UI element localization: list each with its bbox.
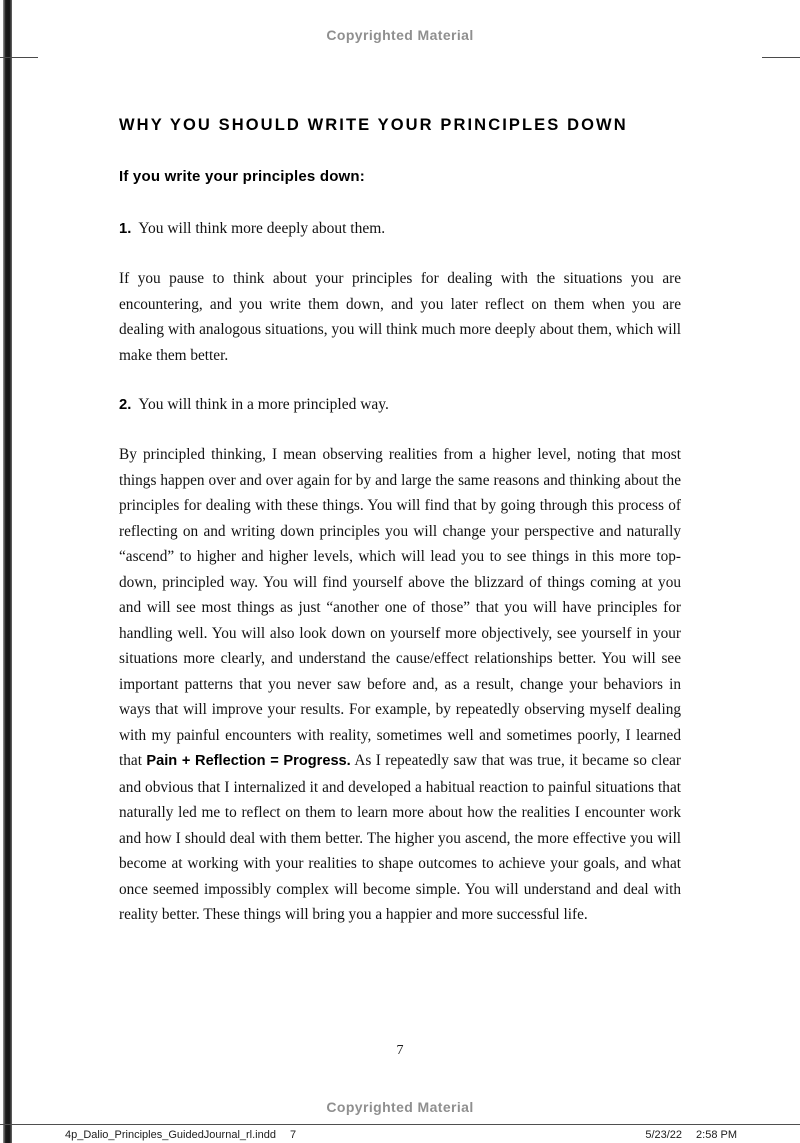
paragraph-2 bbox=[119, 442, 681, 928]
item-2-text: You will think in a more principled way. bbox=[138, 396, 389, 413]
slug-page-number: 7 bbox=[289, 1129, 297, 1141]
paragraph-2-text-before: By principled thinking, I mean observing realities from a higher level, noting that most things happen over and over again for by and large the same reasons and thinking about the principles for dealing with these things. You will find that by going through this process of reflecting on and writing down principles you will change your perspective and naturally “ascend” to higher and higher levels, which will lead you to see things in this more top-down, principled way. You will find yourself above the blizzard of things coming at you and will see most things as just “another one of those” that you will have principles for handling well. You will also look down on yourself more objectively, see yourself in your situations more clearly, and understand the cause/effect relationships better. You will see important patterns that you never saw before and, as a result, change your behaviors in ways that will improve your results. For example, by repeatedly observing myself dealing with my painful encounters with reality, sometimes well and sometimes poorly, I learned that bbox=[119, 446, 681, 769]
print-slug-rule bbox=[0, 1124, 800, 1125]
slug-filename: 4p_Dalio_Principles_GuidedJournal_rl.indd bbox=[65, 1129, 276, 1141]
book-spine-shadow bbox=[3, 0, 12, 1143]
principle-item-2 bbox=[119, 394, 681, 416]
paragraph-2-text-after: As I repeatedly saw that was true, it became so clear and obvious that I internalized it and developed a habitual reaction to painful situations that naturally led me to reflect on them to learn more about how the realities I encounter work and how I should deal with them better. The higher you ascend, the more effective you will become at working with your realities to shape outcomes to achieve your goals, and what once seemed impossibly complex will become simple. You will understand and deal with reality better. These things will bring you a happier and more successful life. bbox=[119, 752, 681, 923]
pain-reflection-progress-formula: Pain + Reflection = Progress. bbox=[146, 753, 351, 769]
print-slug-footer bbox=[0, 1129, 800, 1141]
slug-time: 2:58 PM bbox=[696, 1129, 737, 1141]
subheading: If you write your principles down: bbox=[119, 168, 365, 185]
item-1-text: You will think more deeply about them. bbox=[138, 220, 386, 237]
paragraph-1: If you pause to think about your principles for dealing with the situations you are encountering, and you write them down, and you later reflect on them when you are dealing with analogous situations, you will think much more deeply about them, which will make them better. bbox=[119, 270, 681, 364]
page-content bbox=[119, 116, 681, 954]
copyright-notice-bottom: Copyrighted Material bbox=[326, 1099, 474, 1115]
trim-mark-top-right bbox=[762, 57, 800, 58]
trim-mark-top-left bbox=[0, 57, 38, 58]
section-heading: WHY YOU SHOULD WRITE YOUR PRINCIPLES DOWN bbox=[119, 116, 628, 134]
principle-item-1 bbox=[119, 218, 681, 240]
page-number: 7 bbox=[396, 1043, 404, 1058]
item-2-number: 2. bbox=[119, 397, 132, 413]
slug-date: 5/23/22 bbox=[645, 1129, 683, 1141]
item-1-number: 1. bbox=[119, 221, 132, 237]
copyright-notice-top: Copyrighted Material bbox=[326, 27, 474, 43]
